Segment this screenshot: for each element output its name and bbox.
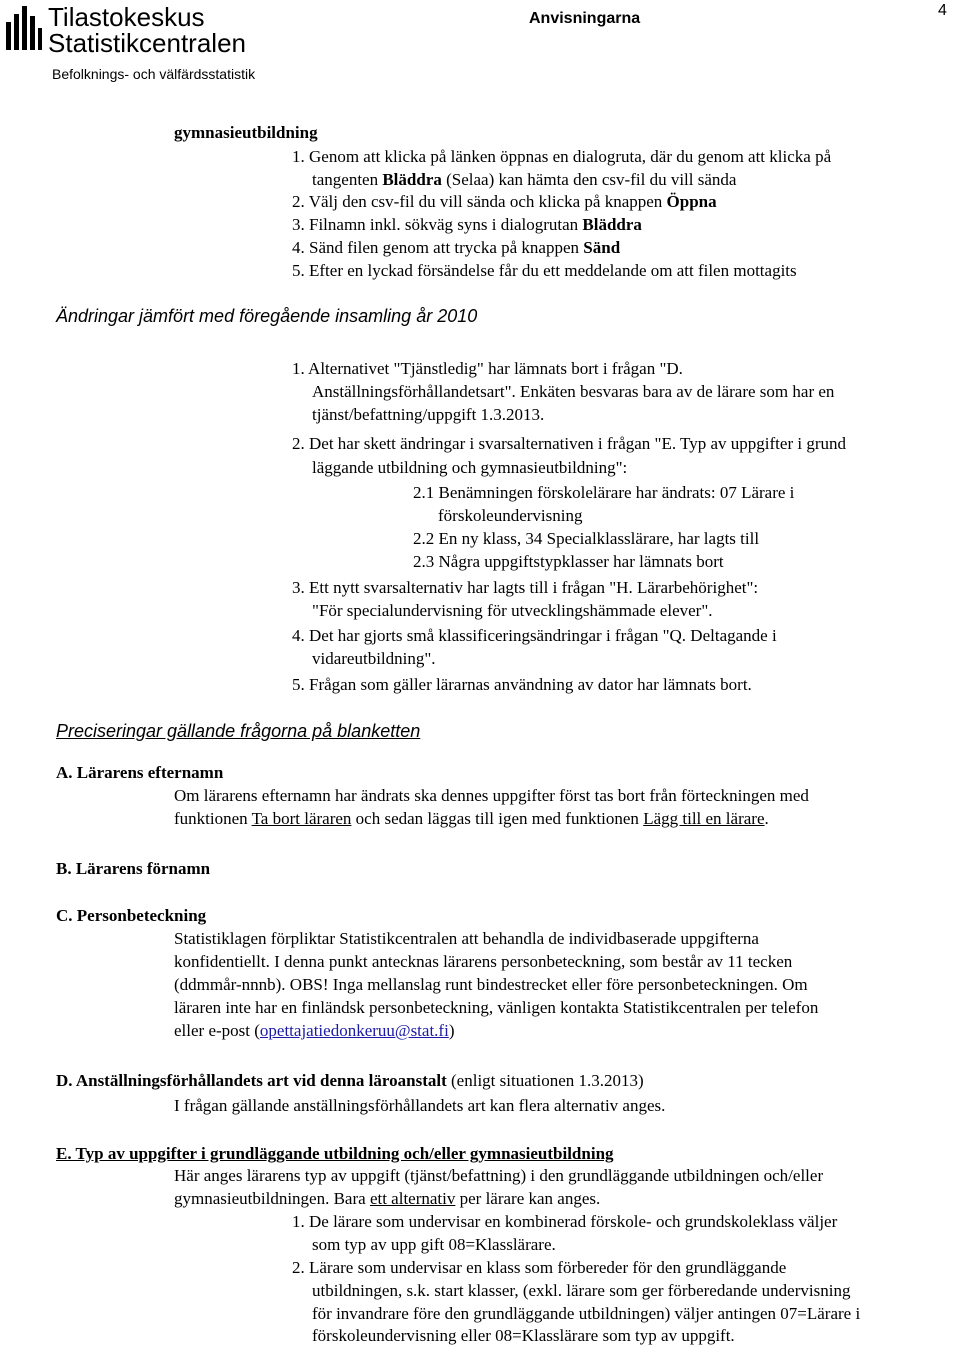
section-d-title-bold: D. Anställningsförhållandets art vid denna läroanstalt <box>56 1071 447 1090</box>
upload-step-4-pre: 4. Sänd filen genom att trycka på knappen <box>292 238 584 257</box>
section-a-line-2-mid: och sedan läggas till igen med funktionen <box>351 809 644 828</box>
section-e-item-2a: 2. Lärare som undervisar en klass som förbereder för den grundläggande <box>292 1258 787 1277</box>
upload-step-3-pre: 3. Filnamn inkl. sökväg syns i dialogrutan <box>292 215 583 234</box>
logo-text-line1: Tilastokeskus <box>48 2 205 32</box>
upload-step-2-bold: Öppna <box>666 192 717 211</box>
upload-heading: gymnasieutbildning <box>174 123 318 142</box>
changes-heading: Ändringar jämfört med föregående insamling år 2010 <box>56 306 478 326</box>
change-line-5: läggande utbildning och gymnasieutbildning": <box>312 458 628 477</box>
remove-teacher-link[interactable]: Ta bort läraren <box>251 809 352 828</box>
change-line-7: förskoleundervisning <box>438 506 583 525</box>
change-line-9: 2.3 Några uppgiftstypklasser har lämnats bort <box>413 552 724 571</box>
change-line-8: 2.2 En ny klass, 34 Specialklasslärare, har lagts till <box>413 529 760 548</box>
logo-mark-icon <box>4 4 44 56</box>
upload-step-5: 5. Efter en lyckad försändelse får du ett meddelande om att filen mottagits <box>292 261 797 280</box>
change-line-3: tjänst/befattning/uppgift 1.3.2013. <box>312 405 545 424</box>
change-line-10: 3. Ett nytt svarsalternativ har lagts till i frågan "H. Lärarbehörighet": <box>292 578 759 597</box>
section-a-line-2 <box>174 808 769 830</box>
change-line-11: "För specialundervisning för utvecklingshämmade elever". <box>312 601 713 620</box>
change-line-12: 4. Det har gjorts små klassificeringsändringar i frågan "Q. Deltagande i <box>292 626 777 645</box>
header-subtitle: Befolknings- och välfärdsstatistik <box>52 66 256 82</box>
section-c-line-2: konfidentiellt. I denna punkt antecknas lärarens personbeteckning, som består av 11 tecken <box>174 952 793 971</box>
section-e-line-1: Här anges lärarens typ av uppgift (tjänst/befattning) i den grundläggande utbildningen och/eller <box>174 1166 824 1185</box>
email-link[interactable]: opettajatiedonkeruu@stat.fi <box>259 1021 449 1040</box>
section-c-line-5-pre: eller e-post ( <box>174 1021 260 1040</box>
change-line-2: Anställningsförhållandetsart". Enkäten besvaras bara av de lärare som har en <box>312 382 835 401</box>
logo-text-line2: Statistikcentralen <box>48 28 246 58</box>
section-e-item-2b: utbildningen, s.k. start klasser, (exkl. lärare som ger förberedande undervisning <box>312 1281 851 1300</box>
upload-step-4-bold: Sänd <box>583 238 621 257</box>
upload-step-1b-pre: tangenten <box>312 170 383 189</box>
upload-step-1b-bold: Bläddra <box>382 170 442 189</box>
upload-step-3 <box>292 214 642 236</box>
section-c-line-4: läraren inte har en finländsk personbeteckning, vänligen kontakta Statistikcentralen per telefon <box>174 998 819 1017</box>
section-e-item-1a: 1. De lärare som undervisar en kombinerad förskole- och grundskoleklass väljer <box>292 1212 838 1231</box>
section-a-line-2-pre: funktionen <box>174 809 252 828</box>
section-e-item-2c: för invandrare före den grundläggande utbildningen) väljer antingen 07=Lärare i <box>312 1304 861 1323</box>
section-a-line-2-post: . <box>764 809 769 828</box>
section-b-title: B. Lärarens förnamn <box>56 859 211 878</box>
section-e-item-2d: förskoleundervisning eller 08=Klasslärare som typ av uppgift. <box>312 1326 735 1345</box>
upload-step-1b <box>312 169 736 191</box>
change-line-14: 5. Frågan som gäller lärarnas användning av dator har lämnats bort. <box>292 675 752 694</box>
section-c-title: C. Personbeteckning <box>56 906 207 925</box>
section-e-line-2 <box>174 1188 600 1210</box>
section-d-title <box>56 1070 644 1092</box>
change-line-4: 2. Det har skett ändringar i svarsalternativen i frågan "E. Typ av uppgifter i grund <box>292 434 846 453</box>
section-d-title-rest: (enligt situationen 1.3.2013) <box>446 1071 644 1090</box>
upload-step-1a: 1. Genom att klicka på länken öppnas en dialogruta, där du genom att klicka på <box>292 147 832 166</box>
upload-step-4 <box>292 237 620 259</box>
upload-step-3-bold: Bläddra <box>582 215 642 234</box>
document-title: Anvisningarna <box>529 10 641 27</box>
change-line-6: 2.1 Benämningen förskolelärare har ändrats: 07 Lärare i <box>413 483 795 502</box>
upload-step-2-pre: 2. Välj den csv-fil du vill sända och klicka på knappen <box>292 192 667 211</box>
precisions-heading: Preciseringar gällande frågorna på blanketten <box>56 721 421 741</box>
section-d-line-1: I frågan gällande anställningsförhållandets art kan flera alternativ anges. <box>174 1096 666 1115</box>
section-e-title: E. Typ av uppgifter i grundläggande utbildning och/eller gymnasieutbildning <box>56 1144 614 1163</box>
upload-step-1b-post: (Selaa) kan hämta den csv-fil du vill sända <box>441 170 737 189</box>
section-c-line-5-post: ) <box>448 1021 455 1040</box>
change-line-1: 1. Alternativet "Tjänstledig" har lämnats bort i frågan "D. <box>292 359 683 378</box>
section-e-line-2-underlined: ett alternativ <box>369 1189 456 1208</box>
section-a-line-1: Om lärarens efternamn har ändrats ska dennes uppgifter först tas bort från förteckningen med <box>174 786 809 805</box>
change-line-13: vidareutbildning". <box>312 649 436 668</box>
section-a-title: A. Lärarens efternamn <box>56 763 224 782</box>
section-c-line-3: (ddmmår-nnnb). OBS! Inga mellanslag runt bindestrecket eller före personbeteckningen. Om <box>174 975 808 994</box>
logo <box>4 4 254 56</box>
section-e-line-2-pre: gymnasieutbildningen. Bara <box>174 1189 370 1208</box>
section-e-line-2-post: per lärare kan anges. <box>455 1189 601 1208</box>
section-c-line-5 <box>174 1020 454 1042</box>
page-number: 4 <box>938 2 947 19</box>
section-c-line-1: Statistiklagen förpliktar Statistikcentralen att behandla de individbaserade uppgifterna <box>174 929 759 948</box>
upload-step-2 <box>292 191 717 213</box>
section-e-item-1b: som typ av upp gift 08=Klasslärare. <box>312 1235 556 1254</box>
add-teacher-link[interactable]: Lägg till en lärare <box>643 809 765 828</box>
